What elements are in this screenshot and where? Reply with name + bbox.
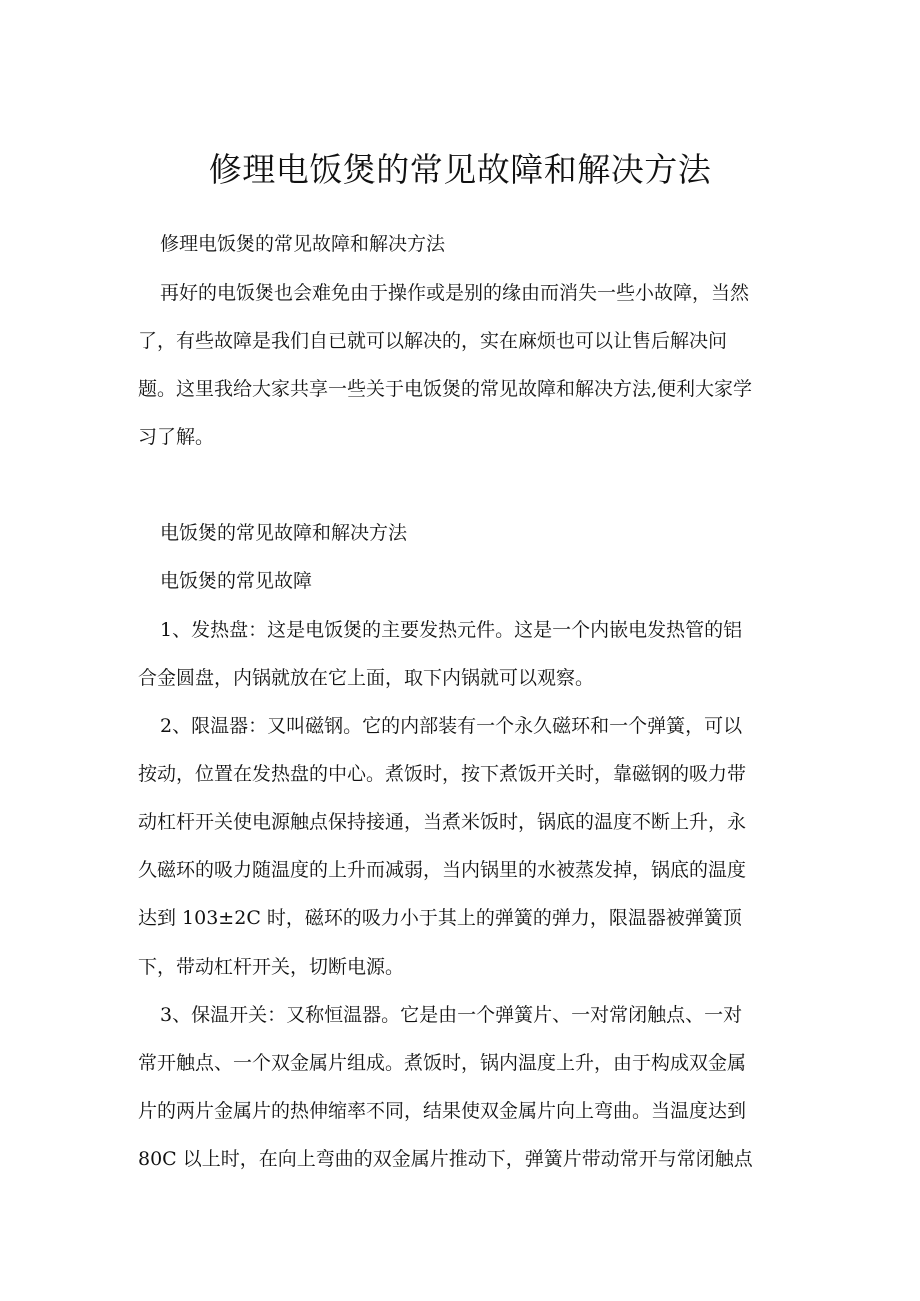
item-2-line-2: 按动，位置在发热盘的中心。煮饭时，按下煮饭开关时，靠磁钢的吸力带	[138, 763, 747, 785]
item-1-line-1: 1、发热盘：这是电饭煲的主要发热元件。这是一个内嵌电发热管的铝	[160, 619, 743, 641]
item-3-line-4: 80C 以上时，在向上弯曲的双金属片推动下，弹簧片带动常开与常闭触点	[138, 1148, 753, 1170]
intro-line-2: 了，有些故障是我们自已就可以解决的，实在麻烦也可以让售后解决问	[138, 330, 728, 352]
item-1-line-2: 合金圆盘，内锅就放在它上面，取下内锅就可以观察。	[138, 667, 595, 689]
intro-line-3: 题。这里我给大家共享一些关于电饭煲的常见故障和解决方法,便利大家学	[138, 378, 753, 400]
item-3-line-1: 3、保温开关：又称恒温器。它是由一个弹簧片、一对常闭触点、一对	[160, 1004, 743, 1026]
item-2-line-5: 达到 103±2C 时，磁环的吸力小于其上的弹簧的弹力，限温器被弹簧顶	[138, 907, 742, 929]
document-title: 修理电饭煲的常见故障和解决方法	[208, 150, 712, 189]
item-2-line-6: 下，带动杠杆开关，切断电源。	[138, 956, 405, 978]
item-3-line-3: 片的两片金属片的热伸缩率不同，结果使双金属片向上弯曲。当温度达到	[138, 1100, 747, 1122]
intro-line-1: 再好的电饭煲也会难免由于操作或是别的缘由而消失一些小故障，当然	[160, 282, 750, 304]
item-2-line-3: 动杠杆开关使电源触点保持接通，当煮米饭时，锅底的温度不断上升，永	[138, 811, 747, 833]
section-heading: 电饭煲的常见故障和解决方法	[160, 522, 408, 544]
item-2-line-4: 久磁环的吸力随温度的上升而减弱，当内锅里的水被蒸发掉，锅底的温度	[138, 859, 747, 881]
item-3-line-2: 常开触点、一个双金属片组成。煮饭时，锅内温度上升，由于构成双金属	[138, 1052, 747, 1074]
item-2-line-1: 2、限温器：又叫磁钢。它的内部装有一个永久磁环和一个弹簧，可以	[160, 715, 743, 737]
intro-line-4: 习了解。	[138, 426, 215, 448]
subtitle-line: 修理电饭煲的常见故障和解决方法	[160, 233, 446, 255]
sub-heading: 电饭煲的常见故障	[160, 570, 313, 592]
